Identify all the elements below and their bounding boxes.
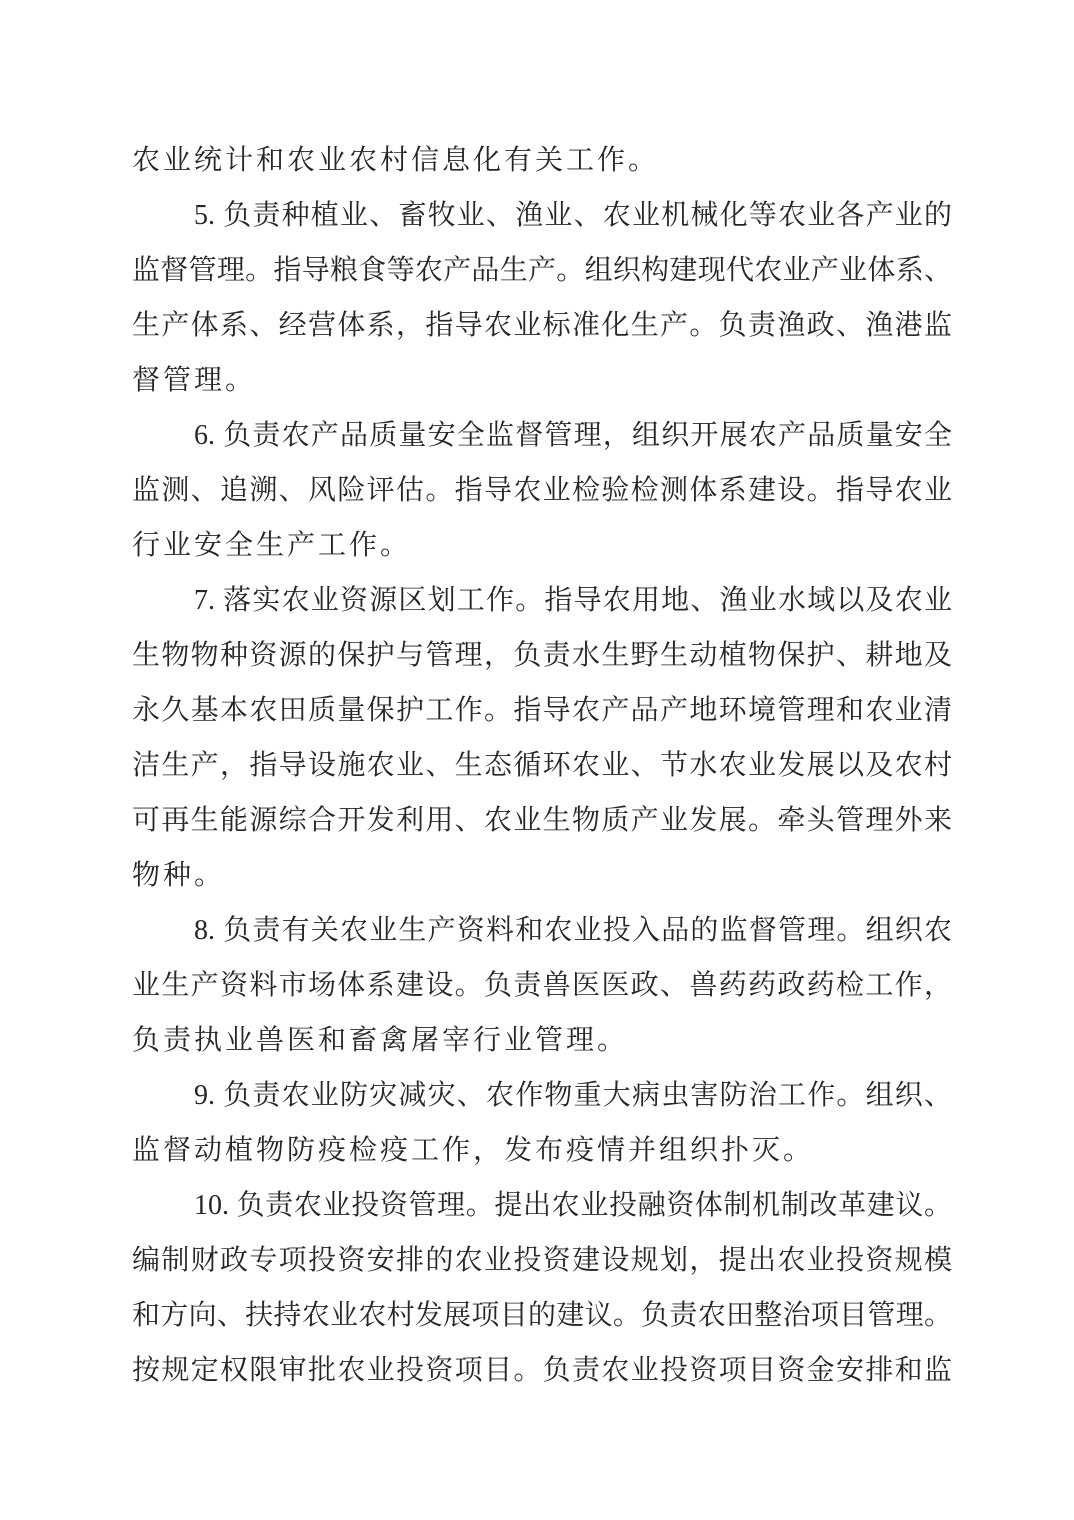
document-line: 编制财政专项投资安排的农业投资建设规划，提出农业投资规模 [132,1245,952,1276]
document-line: 和方向、扶持农业农村发展项目的建议。负责农田整治项目管理。 [132,1300,952,1331]
document-line: 监督动植物防疫检疫工作，发布疫情并组织扑灭。 [132,1135,815,1166]
document-line: 可再生能源综合开发利用、农业生物质产业发展。牵头管理外来 [132,805,952,836]
document-line-item-6-start: 6. 负责农产品质量安全监督管理，组织开展农产品质量安全 [194,420,952,451]
document-line: 监督管理。指导粮食等农产品生产。组织构建现代农业产业体系、 [132,255,952,286]
document-line: 行业安全生产工作。 [132,530,412,561]
document-text-block [132,133,952,1398]
document-line-item-8-start: 8. 负责有关农业生产资料和农业投入品的监督管理。组织农 [194,915,952,946]
document-line: 物种。 [132,860,226,891]
document-line: 负责执业兽医和畜禽屠宰行业管理。 [132,1025,629,1056]
document-line-item-10-start: 10. 负责农业投资管理。提出农业投融资体制机制改革建议。 [194,1190,952,1221]
document-line: 业生产资料市场体系建设。负责兽医医政、兽药药政药检工作， [132,970,952,1001]
document-line: 农业统计和农业农村信息化有关工作。 [132,145,660,176]
document-line-item-5-start: 5. 负责种植业、畜牧业、渔业、农业机械化等农业各产业的 [194,200,952,231]
document-line: 洁生产，指导设施农业、生态循环农业、节水农业发展以及农村 [132,750,952,781]
document-line: 生产体系、经营体系，指导农业标准化生产。负责渔政、渔港监 [132,310,952,341]
document-line-item-7-start: 7. 落实农业资源区划工作。指导农用地、渔业水域以及农业 [194,585,952,616]
document-line: 生物物种资源的保护与管理，负责水生野生动植物保护、耕地及 [132,640,952,671]
document-line: 按规定权限审批农业投资项目。负责农业投资项目资金安排和监 [132,1355,952,1386]
document-line-item-9-start: 9. 负责农业防灾减灾、农作物重大病虫害防治工作。组织、 [194,1080,952,1111]
document-line: 监测、追溯、风险评估。指导农业检验检测体系建设。指导农业 [132,475,952,506]
document-line: 永久基本农田质量保护工作。指导农产品产地环境管理和农业清 [132,695,952,726]
document-line: 督管理。 [132,365,257,396]
